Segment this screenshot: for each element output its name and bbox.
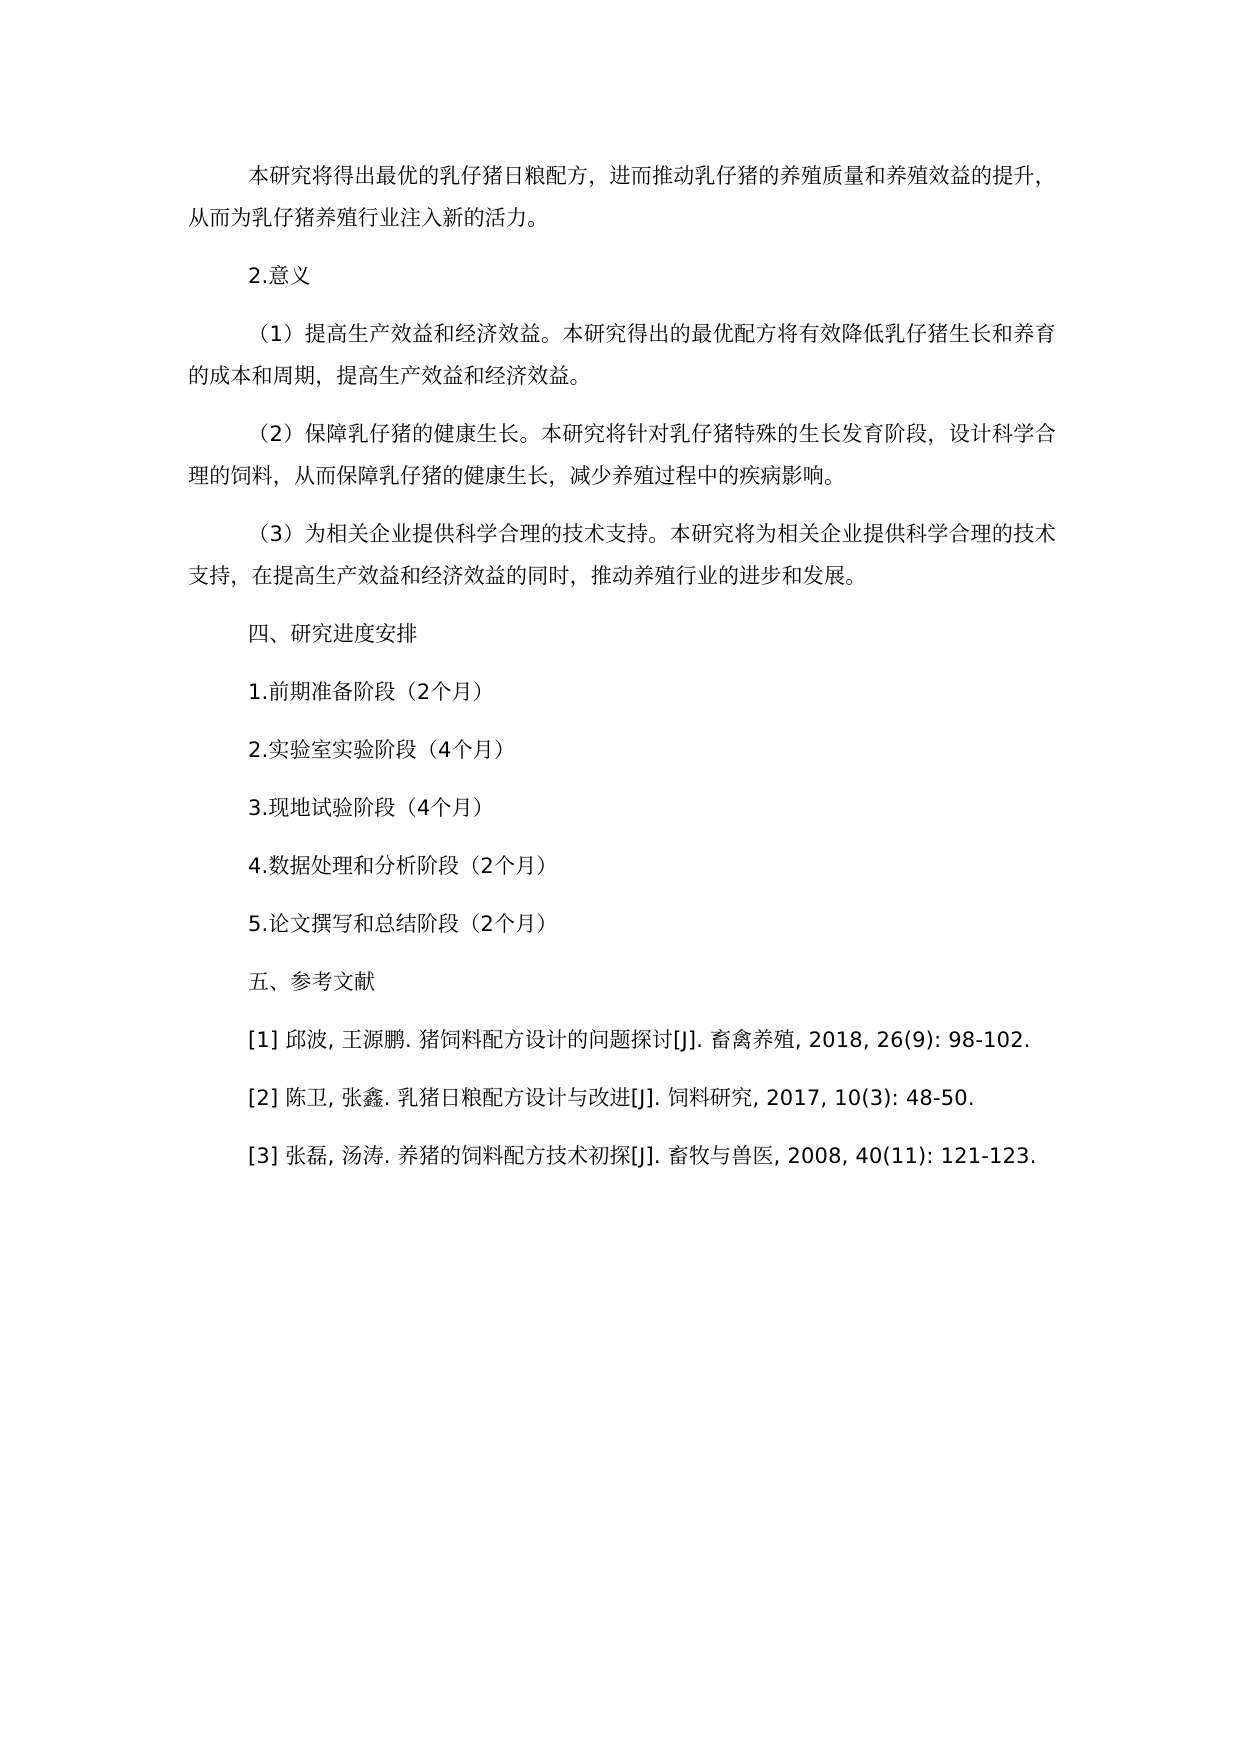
document-body — [188, 155, 1056, 1193]
reference-item-3: [3] 张磊, 汤涛. 养猪的饲料配方技术初探[J]. 畜牧与兽医, 2008, 40(11): 121-123. — [248, 1144, 1037, 1168]
section-heading-schedule: 四、研究进度安排 — [248, 622, 418, 646]
reference-item-2: [2] 陈卫, 张鑫. 乳猪日粮配方设计与改进[J]. 饲料研究, 2017, 10(3): 48-50. — [248, 1086, 975, 1110]
schedule-item-3: 3.现地试验阶段（4个月） — [248, 796, 494, 820]
schedule-item-4: 4.数据处理和分析阶段（2个月） — [248, 854, 558, 878]
significance-item-1: （1）提高生产效益和经济效益。本研究得出的最优配方将有效降低乳仔猪生长和养育的成本和周期，提高生产效益和经济效益。 — [188, 322, 1056, 388]
schedule-item-2: 2.实验室实验阶段（4个月） — [248, 738, 516, 762]
schedule-item-5: 5.论文撰写和总结阶段（2个月） — [248, 912, 558, 936]
significance-item-2: （2）保障乳仔猪的健康生长。本研究将针对乳仔猪特殊的生长发育阶段，设计科学合理的饲料，从而保障乳仔猪的健康生长，减少养殖过程中的疾病影响。 — [188, 422, 1056, 488]
significance-item-3: （3）为相关企业提供科学合理的技术支持。本研究将为相关企业提供科学合理的技术支持，在提高生产效益和经济效益的同时，推动养殖行业的进步和发展。 — [188, 522, 1056, 588]
reference-item-1: [1] 邱波, 王源鹏. 猪饲料配方设计的问题探讨[J]. 畜禽养殖, 2018, 26(9): 98-102. — [248, 1028, 1031, 1052]
section-heading-references: 五、参考文献 — [248, 970, 376, 994]
schedule-item-1: 1.前期准备阶段（2个月） — [248, 680, 494, 704]
intro-paragraph: 本研究将得出最优的乳仔猪日粮配方，进而推动乳仔猪的养殖质量和养殖效益的提升，从而为乳仔猪养殖行业注入新的活力。 — [188, 164, 1056, 230]
section-heading-significance: 2.意义 — [248, 264, 311, 288]
